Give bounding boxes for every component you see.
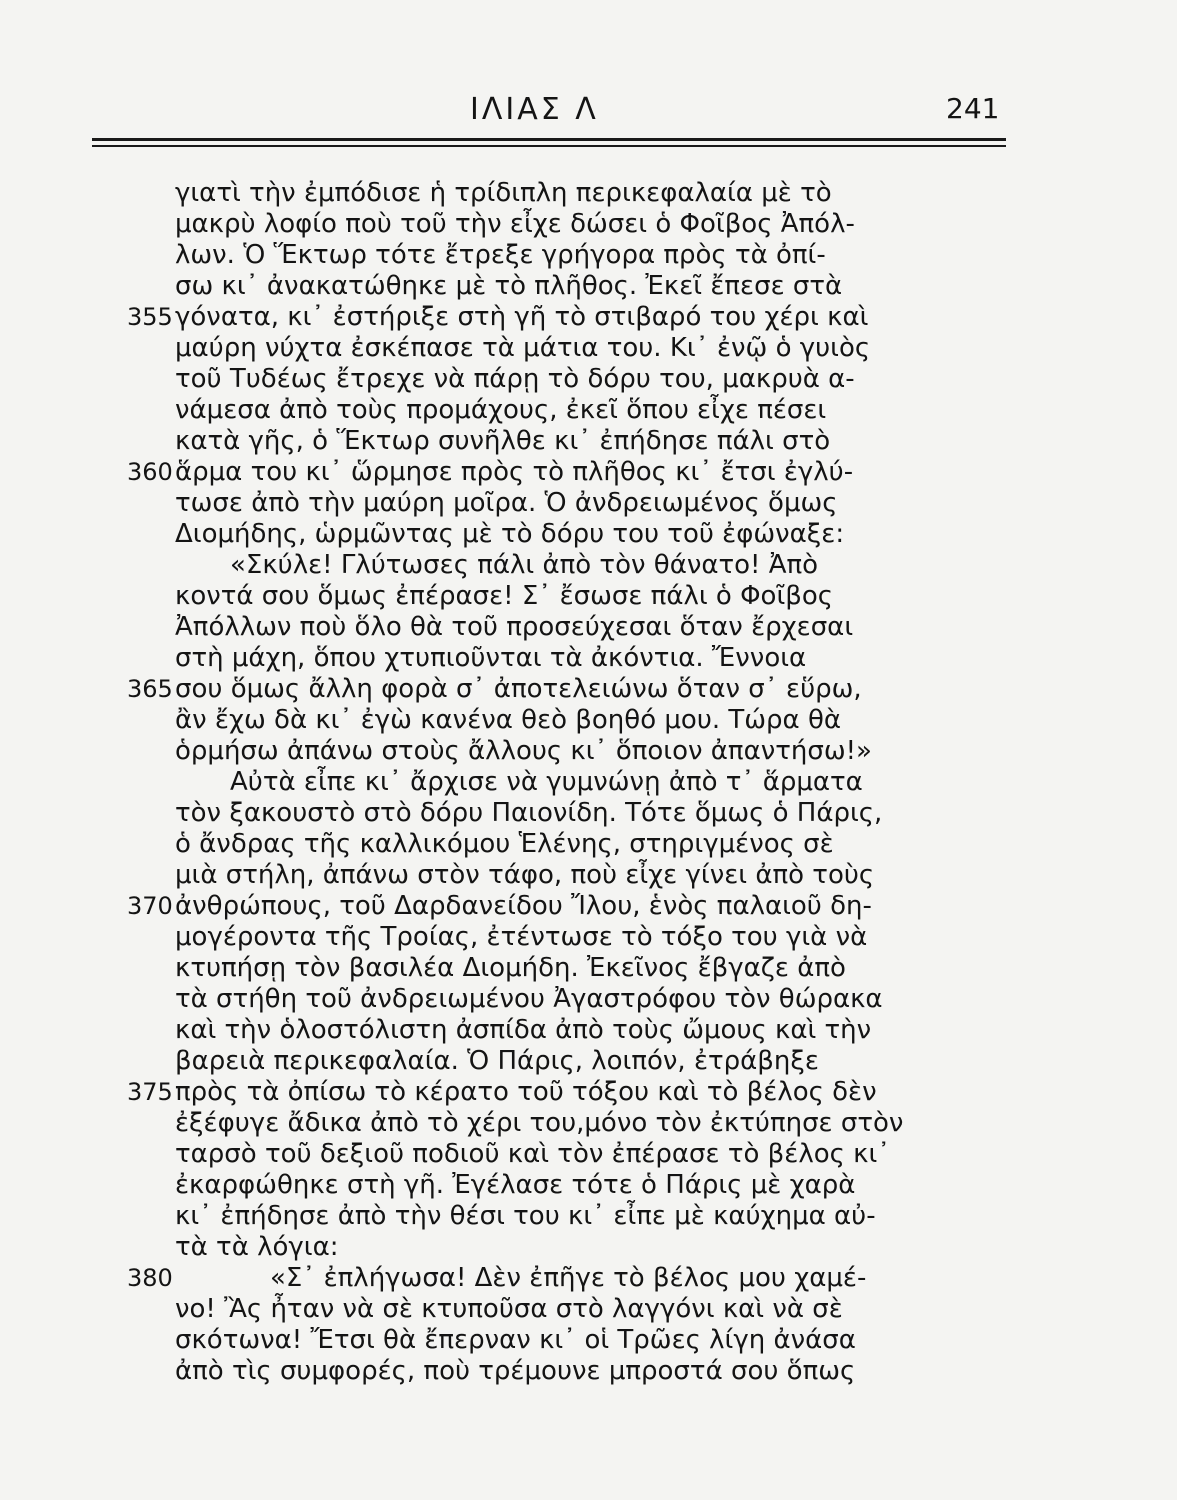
line-text: «Σ᾿ ἐπλήγωσα! Δὲν ἐπῆγε τὸ βέλος μου χαμέ- [270,1263,867,1293]
text-line [175,1356,1045,1387]
text-line [175,1046,1045,1077]
line-text: ἂν ἔχω δὰ κι᾿ ἐγὼ κανένα θεὸ βοηθό μου. Τώρα θὰ [175,705,841,735]
line-text: ἐκαρφώθηκε στὴ γῆ. Ἐγέλασε τότε ὁ Πάρις μὲ χαρὰ [175,1170,856,1200]
text-line [127,1077,1045,1108]
verse-number: 360 [127,458,173,486]
text-line [175,953,1045,984]
line-text: ταρσὸ τοῦ δεξιοῦ ποδιοῦ καὶ τὸν ἐπέρασε τὸ βέλος κι᾿ [175,1139,891,1169]
verse-number: 370 [127,892,173,920]
line-text: μιὰ στήλη, ἀπάνω στὸν τάφο, ποὺ εἶχε γίνει ἀπὸ τοὺς [175,860,875,890]
line-text: λων. Ὁ Ἕκτωρ τότε ἔτρεξε γρήγορα πρὸς τὰ ὀπί- [175,240,826,270]
text-line [175,426,1045,457]
text-line [175,1108,1045,1139]
text-line [175,333,1045,364]
text-line [175,581,1045,612]
line-text: σκότωνα! Ἔτσι θὰ ἔπερναν κι᾿ οἱ Τρῶες λίγη ἀνάσα [175,1325,856,1355]
text-line [175,1139,1045,1170]
line-text: τὰ στήθη τοῦ ἀνδρειωμένου Ἀγαστρόφου τὸν θώρακα [175,984,883,1014]
line-text: ἀνθρώπους, τοῦ Δαρδανείδου Ἴλου, ἑνὸς παλαιοῦ δη- [175,891,872,921]
header-rule-bottom [92,145,1006,147]
text-line [127,302,1045,333]
text-line [175,860,1045,891]
line-text: κι᾿ ἐπήδησε ἀπὸ τὴν θέσι του κι᾿ εἶπε μὲ καύχημα αὐ- [175,1201,876,1231]
line-text: γόνατα, κι᾿ ἐστήριξε στὴ γῆ τὸ στιβαρό του χέρι καὶ [175,302,869,332]
line-text: γιατὶ τὴν ἐμπόδισε ἡ τρίδιπλη περικεφαλαία μὲ τὸ [175,178,832,208]
text-line [127,674,1045,705]
text-line [175,643,1045,674]
text-line [175,612,1045,643]
line-text: Ἀπόλλων ποὺ ὅλο θὰ τοῦ προσεύχεσαι ὅταν ἔρχεσαι [175,612,854,642]
text-line [175,1294,1045,1325]
text-line [175,1170,1045,1201]
text-line [175,240,1045,271]
line-text: κατὰ γῆς, ὁ Ἕκτωρ συνῆλθε κι᾿ ἐπήδησε πάλι στὸ [175,426,831,456]
line-text: κτυπήσῃ τὸν βασιλέα Διομήδη. Ἐκεῖνος ἔβγαζε ἀπὸ [175,953,846,983]
text-line [127,891,1045,922]
text-line [175,364,1045,395]
text-line [175,1325,1045,1356]
text-line [175,922,1045,953]
verse-number: 375 [127,1078,173,1106]
text-line [175,395,1045,426]
text-line [175,829,1045,860]
verse-number: 380 [127,1264,173,1292]
page-number: 241 [946,92,1000,125]
text-line [175,984,1045,1015]
line-text: ἅρμα του κι᾿ ὥρμησε πρὸς τὸ πλῆθος κι᾿ ἔτσι ἐγλύ- [175,457,854,487]
line-text: πρὸς τὰ ὀπίσω τὸ κέρατο τοῦ τόξου καὶ τὸ βέλος δὲν [175,1077,877,1107]
line-text: μαύρη νύχτα ἐσκέπασε τὰ μάτια του. Κι᾿ ἐνῷ ὁ γυιὸς [175,333,871,363]
line-text: τωσε ἀπὸ τὴν μαύρη μοῖρα. Ὁ ἀνδρειωμένος ὅμως [175,488,838,518]
text-line [175,767,1045,798]
line-text: ὁρμήσω ἀπάνω στοὺς ἄλλους κι᾿ ὅποιον ἀπαντήσω!» [175,736,872,766]
text-block [127,178,1045,1387]
line-text: μακρὺ λοφίο ποὺ τοῦ τὴν εἶχε δώσει ὁ Φοῖβος Ἀπόλ- [175,209,855,239]
text-line [175,1232,1045,1263]
line-text: καὶ τὴν ὁλοστόλιστη ἀσπίδα ἀπὸ τοὺς ὤμους καὶ τὴν [175,1015,872,1045]
line-text: Αὐτὰ εἶπε κι᾿ ἄρχισε νὰ γυμνώνῃ ἀπὸ τ᾿ ἅρματα [230,767,863,797]
page-header [0,92,1177,132]
line-text: στὴ μάχη, ὅπου χτυπιοῦνται τὰ ἀκόντια. Ἔννοια [175,643,807,673]
line-text: ἀπὸ τὶς συμφορές, ποὺ τρέμουνε μπροστά σου ὅπως [175,1356,856,1386]
text-line [175,736,1045,767]
text-line [175,271,1045,302]
line-text: ἐξέφυγε ἄδικα ἀπὸ τὸ χέρι του,μόνο τὸν ἐκτύπησε στὸν [175,1108,904,1138]
text-line [175,1201,1045,1232]
verse-number: 355 [127,303,173,331]
line-text: τὰ τὰ λόγια: [175,1232,339,1262]
line-text: σω κι᾿ ἀνακατώθηκε μὲ τὸ πλῆθος. Ἐκεῖ ἔπεσε στὰ [175,271,843,301]
line-text: κοντά σου ὅμως ἐπέρασε! Σ᾿ ἔσωσε πάλι ὁ Φοῖβος [175,581,834,611]
text-line [175,550,1045,581]
running-title: ΙΛΙΑΣ Λ [470,92,599,127]
line-text: νο! Ἂς ἦταν νὰ σὲ κτυποῦσα στὸ λαγγόνι καὶ νὰ σὲ [175,1294,843,1324]
line-text: τὸν ξακουστὸ στὸ δόρυ Παιονίδη. Τότε ὅμως ὁ Πάρις, [175,798,883,828]
line-text: μογέροντα τῆς Τροίας, ἐτέντωσε τὸ τόξο του γιὰ νὰ [175,922,868,952]
line-text: σου ὅμως ἄλλη φορὰ σ᾿ ἀποτελειώνω ὅταν σ᾿ εὕρω, [175,674,862,704]
text-line [175,209,1045,240]
text-line [175,798,1045,829]
text-line [175,519,1045,550]
line-text: «Σκύλε! Γλύτωσες πάλι ἀπὸ τὸν θάνατο! Ἀπὸ [230,550,819,580]
line-text: ὁ ἄνδρας τῆς καλλικόμου Ἑλένης, στηριγμένος σὲ [175,829,834,859]
line-text: Διομήδης, ὡρμῶντας μὲ τὸ δόρυ του τοῦ ἐφώναξε: [175,519,845,549]
text-line [127,457,1045,488]
text-line [127,1263,1045,1294]
line-text: βαρειὰ περικεφαλαία. Ὁ Πάρις, λοιπόν, ἐτράβηξε [175,1046,819,1076]
text-line [175,705,1045,736]
verse-number: 365 [127,675,173,703]
text-line [175,1015,1045,1046]
line-text: νάμεσα ἀπὸ τοὺς προμάχους, ἐκεῖ ὅπου εἶχε πέσει [175,395,827,425]
header-rule-top [92,138,1006,141]
line-text: τοῦ Τυδέως ἔτρεχε νὰ πάρῃ τὸ δόρυ του, μακρυὰ α- [175,364,855,394]
text-line [175,178,1045,209]
text-line [175,488,1045,519]
